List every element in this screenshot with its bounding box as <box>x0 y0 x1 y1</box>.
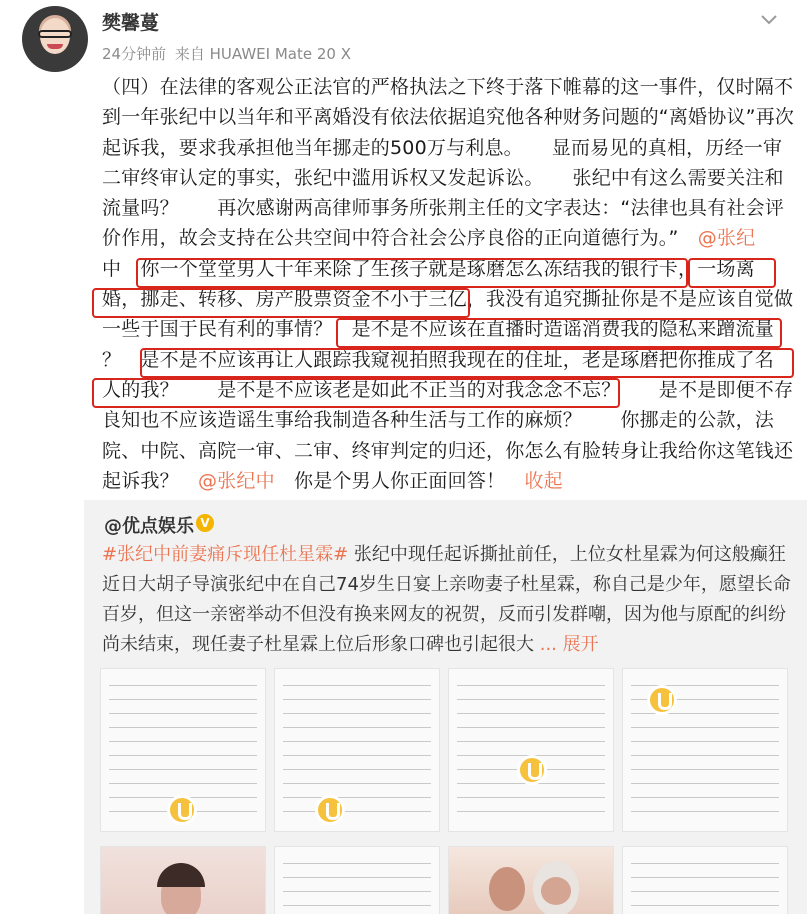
post-time: 24分钟前 <box>102 45 167 63</box>
image-thumbnail[interactable] <box>100 846 266 914</box>
image-thumbnail[interactable] <box>622 668 788 832</box>
retweet-username[interactable]: @优点娱乐 <box>104 516 194 537</box>
mention-link[interactable]: @张纪 <box>697 227 756 250</box>
watermark-logo-icon <box>315 795 345 825</box>
post-body-line: 人的我？ 是不是不应该老是如此不正当的对我念念不忘？ 是不是即便不存 <box>102 378 794 401</box>
post-body-line: 二审终审认定的事实，张纪中滥用诉权又发起诉讼。 张纪中有这么需要关注和 <box>102 166 784 189</box>
image-thumbnail[interactable] <box>448 668 614 832</box>
watermark-logo-icon <box>167 795 197 825</box>
post-body-line: 院、中院、高院一审、二审、终审判定的归还，你怎么有脸转身让我给你这笔钱还 <box>102 439 794 462</box>
image-thumbnail[interactable] <box>274 668 440 832</box>
post-meta <box>102 43 351 64</box>
retweet-card[interactable] <box>84 500 807 914</box>
image-thumbnail[interactable] <box>448 846 614 914</box>
post-body-line: 流量吗？ 再次感谢两高律师事务所张荆主任的文字表达：“法律也具有社会评 <box>102 197 785 220</box>
post-body-line: （四）在法律的客观公正法官的严格执法之下终于落下帷幕的这一事件，仅时隔不 <box>102 76 794 98</box>
image-thumbnail[interactable] <box>622 846 788 914</box>
avatar[interactable] <box>22 6 88 72</box>
image-thumbnail[interactable] <box>100 668 266 832</box>
retweet-body-line: 尚未结束，现任妻子杜星霖上位后形象口碑也引起很大 ... 展开 <box>102 634 599 655</box>
post-body-line: 到一年张纪中以当年和平离婚没有依法依据追究他各种财务问题的“离婚协议”再次 <box>102 106 795 129</box>
post-username[interactable]: 樊馨蔓 <box>102 12 160 34</box>
post-body-line: ？ 是不是不应该再让人跟踪我窥视拍照我现在的住址，老是琢磨把你推成了名 <box>102 348 775 371</box>
mention-link[interactable]: @张纪中 <box>198 469 275 492</box>
post-body-line: 起诉我，要求我承担他当年挪走的500万与利息。 显而易见的真相，历经一审 <box>102 136 783 159</box>
post-body-line: 婚，挪走、转移、房产股票资金不小于三亿，我没有追究撕扯你是不是应该自觉做 <box>102 288 794 311</box>
expand-link[interactable]: ... 展开 <box>534 634 599 655</box>
post-body-line: 价作用，故会支持在公共空间中符合社会公序良俗的正向道德行为。” @张纪 <box>102 227 756 250</box>
post-body <box>102 72 795 496</box>
chevron-down-icon[interactable] <box>758 8 780 30</box>
post-body-line: 中 你一个堂堂男人十年来除了生孩子就是琢磨怎么冻结我的银行卡，一场离 <box>102 257 755 280</box>
watermark-logo-icon <box>517 755 547 785</box>
retweet-body-line: 百岁，但这一亲密举动不但没有换来网友的祝贺，反而引发群嘲，因为他与原配的纠纷 <box>102 604 786 625</box>
topic-link[interactable]: #张纪中前妻痛斥现任杜星霖# <box>102 544 354 565</box>
retweet-body-line: #张纪中前妻痛斥现任杜星霖# 张纪中现任起诉撕扯前任，上位女杜星霖为何这般癫狂 <box>102 544 786 565</box>
post-body-line: 起诉我？ @张纪中 你是个男人你正面回答！ 收起 <box>102 469 563 492</box>
post-body-line: 良知也不应该造谣生事给我制造各种生活与工作的麻烦？ 你挪走的公款，法 <box>102 409 775 432</box>
watermark-logo-icon <box>647 685 677 715</box>
retweet-body <box>102 540 792 660</box>
collapse-link[interactable]: 收起 <box>524 469 563 492</box>
verified-badge-icon: V <box>196 514 214 532</box>
post-body-line: 一些于国于民有利的事情？ 是不是不应该在直播时造谣消费我的隐私来蹭流量 <box>102 318 775 341</box>
image-thumbnail[interactable] <box>274 846 440 914</box>
retweet-body-line: 近日大胡子导演张纪中在自己74岁生日宴上亲吻妻子杜星霖，称自己是少年，愿望长命 <box>102 574 791 595</box>
post-source: 来自 HUAWEI Mate 20 X <box>174 45 351 63</box>
